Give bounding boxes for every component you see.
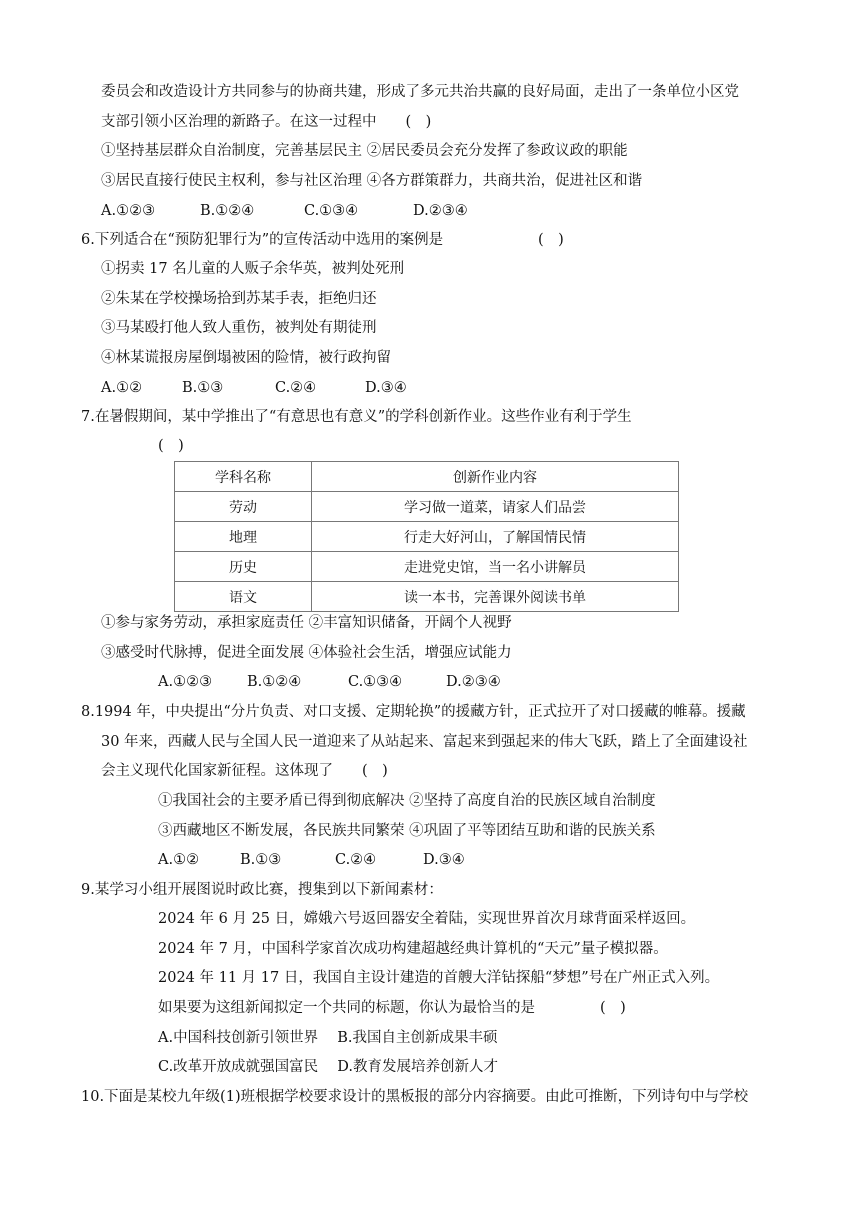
q9-options-cd[interactable]: C.改革开放成就强国富民 D.教育发展培养创新人才 xyxy=(158,1059,499,1075)
table-cell-subject: 历史 xyxy=(175,552,312,582)
table-row xyxy=(175,522,679,552)
q5-option-d[interactable]: D.②③④ xyxy=(413,203,468,219)
q8-line1: 8.1994 年，中央提出“分片负责、对口支援、定期轮换”的援藏方针，正式拉开了对口援藏的帷幕。援藏 xyxy=(81,704,746,720)
q8-statement-2: ③西藏地区不断发展，各民族共同繁荣 ④巩固了平等团结互助和谐的民族关系 xyxy=(158,823,656,839)
table-header-cell: 创新作业内容 xyxy=(312,462,679,492)
table-cell-subject: 劳动 xyxy=(175,492,312,522)
q7-assignment-table xyxy=(174,461,679,612)
q9-answer-paren: ( ) xyxy=(600,1000,626,1016)
q8-statement-1: ①我国社会的主要矛盾已得到彻底解决 ②坚持了高度自治的民族区域自治制度 xyxy=(158,793,656,809)
table-header-row xyxy=(175,462,679,492)
q5-option-a[interactable]: A.①②③ xyxy=(101,203,156,219)
q5-line1: 委员会和改造设计方共同参与的协商共建，形成了多元共治共赢的良好局面，走出了一条单位小区党 xyxy=(101,84,739,100)
q6-options xyxy=(101,378,407,398)
q7-option-c[interactable]: C.①③④ xyxy=(348,674,403,690)
table-row xyxy=(175,582,679,612)
table-row xyxy=(175,492,679,522)
table-cell-subject: 语文 xyxy=(175,582,312,612)
q6-option-a[interactable]: A.①② xyxy=(101,380,143,396)
table-header-cell: 学科名称 xyxy=(175,462,312,492)
q7-option-a[interactable]: A.①②③ xyxy=(158,674,213,690)
q8-line3: 会主义现代化国家新征程。这体现了 ( ) xyxy=(101,763,388,779)
q5-statement-1: ①坚持基层群众自治制度，完善基层民主 ②居民委员会充分发挥了参政议政的职能 xyxy=(101,143,628,159)
q5-statement-2: ③居民直接行使民主权利，参与社区治理 ④各方群策群力，共商共治，促进社区和谐 xyxy=(101,173,643,189)
q8-option-d[interactable]: D.③④ xyxy=(423,852,465,868)
q7-answer-paren: ( ) xyxy=(158,438,184,454)
q9-news-3: 2024 年 11 月 17 日，我国自主设计建造的首艘大洋钻探船“梦想”号在广州正式入列。 xyxy=(158,970,720,986)
q7-stem: 7.在暑假期间，某中学推出了“有意思也有意义”的学科创新作业。这些作业有利于学生 xyxy=(81,409,632,425)
q6-statement-2: ②朱某在学校操场拾到苏某手表，拒绝归还 xyxy=(101,291,377,307)
table-cell-content: 行走大好河山，了解国情民情 xyxy=(312,522,679,552)
q7-statement-1: ①参与家务劳动，承担家庭责任 ②丰富知识储备，开阔个人视野 xyxy=(101,615,512,631)
table-cell-content: 走进党史馆，当一名小讲解员 xyxy=(312,552,679,582)
q10-stem: 10.下面是某校九年级(1)班根据学校要求设计的黑板报的部分内容摘要。由此可推断，下列诗句中与学校 xyxy=(81,1089,749,1105)
q5-option-c[interactable]: C.①③④ xyxy=(304,203,359,219)
q7-statement-2: ③感受时代脉搏，促进全面发展 ④体验社会生活，增强应试能力 xyxy=(101,645,512,661)
q6-option-b[interactable]: B.①③ xyxy=(182,380,224,396)
q6-option-d[interactable]: D.③④ xyxy=(365,380,407,396)
q8-line2: 30 年来，西藏人民与全国人民一道迎来了从站起来、富起来到强起来的伟大飞跃，踏上了全面建设社 xyxy=(101,734,748,750)
q5-option-b[interactable]: B.①②④ xyxy=(200,203,255,219)
q6-statement-3: ③马某殴打他人致人重伤，被判处有期徒刑 xyxy=(101,320,377,336)
q5-line2: 支部引领小区治理的新路子。在这一过程中 ( ) xyxy=(101,114,432,130)
table-cell-subject: 地理 xyxy=(175,522,312,552)
table-cell-content: 学习做一道菜，请家人们品尝 xyxy=(312,492,679,522)
q9-news-1: 2024 年 6 月 25 日，嫦娥六号返回器安全着陆，实现世界首次月球背面采样返回。 xyxy=(158,911,696,927)
q8-option-c[interactable]: C.②④ xyxy=(335,852,377,868)
q6-statement-4: ④林某谎报房屋倒塌被困的险情，被行政拘留 xyxy=(101,350,391,366)
table-row xyxy=(175,552,679,582)
q7-option-b[interactable]: B.①②④ xyxy=(247,674,302,690)
q8-option-b[interactable]: B.①③ xyxy=(240,852,282,868)
q8-option-a[interactable]: A.①② xyxy=(158,852,200,868)
q7-option-d[interactable]: D.②③④ xyxy=(446,674,501,690)
q6-stem: 6.下列适合在“预防犯罪行为”的宣传活动中选用的案例是 xyxy=(81,232,444,248)
q9-stem: 9.某学习小组开展图说时政比赛，搜集到以下新闻素材： xyxy=(81,882,443,898)
q6-answer-paren: ( ) xyxy=(538,232,564,248)
q6-statement-1: ①拐卖 17 名儿童的人贩子余华英，被判处死刑 xyxy=(101,261,405,277)
q9-question: 如果要为这组新闻拟定一个共同的标题，你认为最恰当的是 xyxy=(158,1000,535,1016)
table-cell-content: 读一本书，完善课外阅读书单 xyxy=(312,582,679,612)
q5-options xyxy=(101,201,468,221)
q9-options-ab[interactable]: A.中国科技创新引领世界 B.我国自主创新成果丰硕 xyxy=(158,1030,498,1046)
q7-options xyxy=(158,672,501,692)
q9-news-2: 2024 年 7 月，中国科学家首次成功构建超越经典计算机的“天元”量子模拟器。 xyxy=(158,941,668,957)
q6-option-c[interactable]: C.②④ xyxy=(275,380,317,396)
q8-options xyxy=(158,850,465,870)
